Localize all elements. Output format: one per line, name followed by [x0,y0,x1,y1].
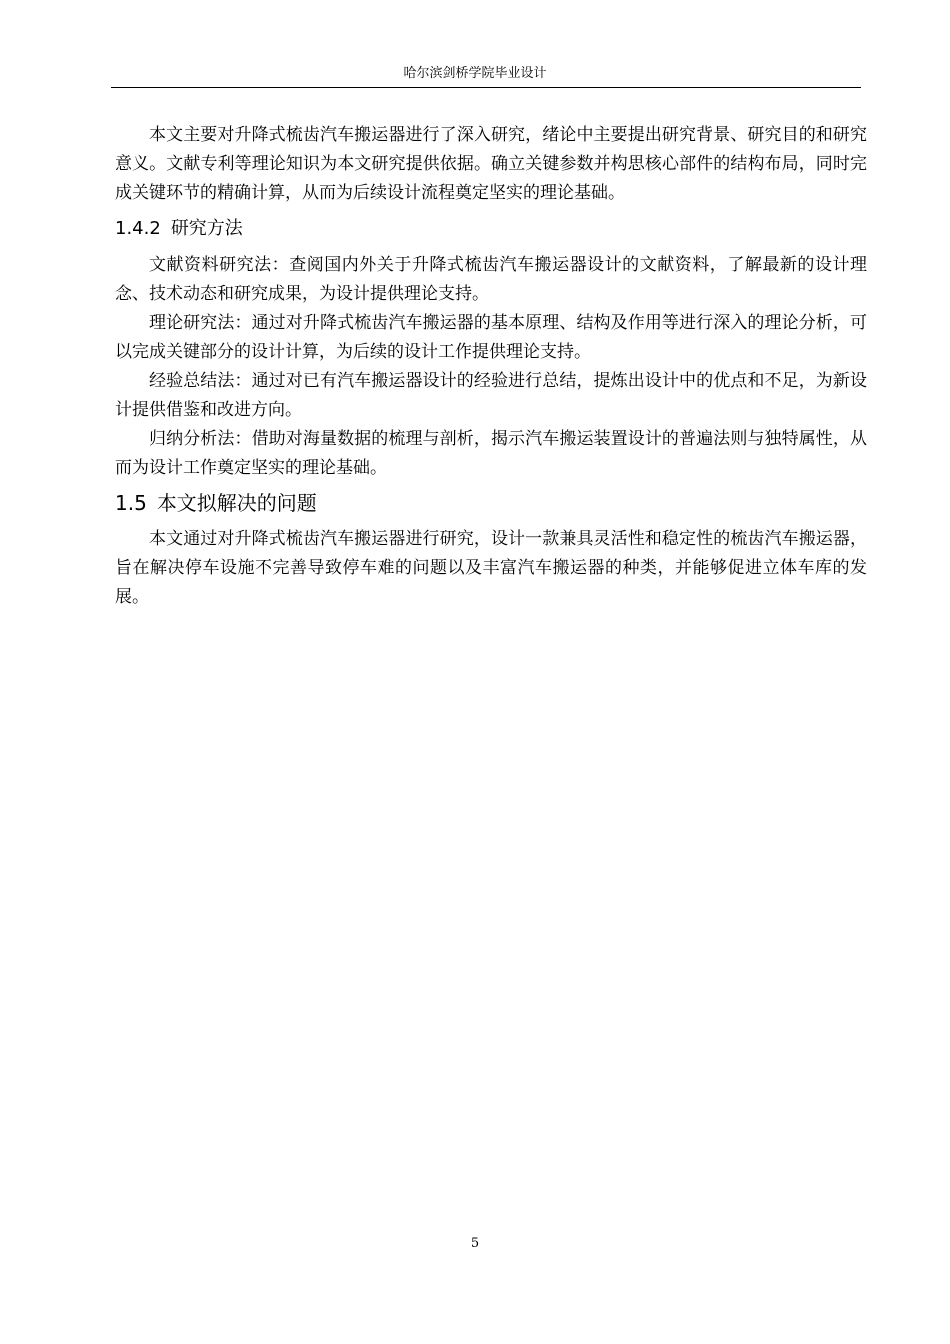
section-number: 1.5 [115,491,147,515]
problem-paragraph: 本文通过对升降式梳齿汽车搬运器进行研究，设计一款兼具灵活性和稳定性的梳齿汽车搬运器，旨在解决停车设施不完善导致停车难的问题以及丰富汽车搬运器的种类，并能够促进立体车库的发展。 [115,529,867,607]
section-number: 1.4.2 [115,218,161,239]
method-paragraph-induction: 归纳分析法：借助对海量数据的梳理与剖析，揭示汽车搬运装置设计的普遍法则与独特属性，从而为设计工作奠定坚实的理论基础。 [115,429,867,478]
header-divider [111,87,861,88]
page-body [115,121,867,612]
method-paragraph-experience: 经验总结法：通过对已有汽车搬运器设计的经验进行总结，提炼出设计中的优点和不足，为新设计提供借鉴和改进方向。 [115,371,867,420]
method-paragraph-theory: 理论研究法：通过对升降式梳齿汽车搬运器的基本原理、结构及作用等进行深入的理论分析，可以完成关键部分的设计计算，为后续的设计工作提供理论支持。 [115,313,867,362]
running-header: 哈尔滨剑桥学院毕业设计 [403,66,547,81]
section-heading-1-4-2 [115,213,867,245]
page-number: 5 [470,1236,480,1251]
section-title: 研究方法 [170,218,243,239]
section-title: 本文拟解决的问题 [156,491,317,515]
method-paragraph-literature: 文献资料研究法：查阅国内外关于升降式梳齿汽车搬运器设计的文献资料，了解最新的设计理念、技术动态和研究成果，为设计提供理论支持。 [115,255,867,304]
section-heading-1-5 [115,487,867,519]
intro-paragraph: 本文主要对升降式梳齿汽车搬运器进行了深入研究，绪论中主要提出研究背景、研究目的和研究意义。文献专利等理论知识为本文研究提供依据。确立关键参数并构思核心部件的结构布局，同时完成关键环节的精确计算，从而为后续设计流程奠定坚实的理论基础。 [115,125,867,203]
